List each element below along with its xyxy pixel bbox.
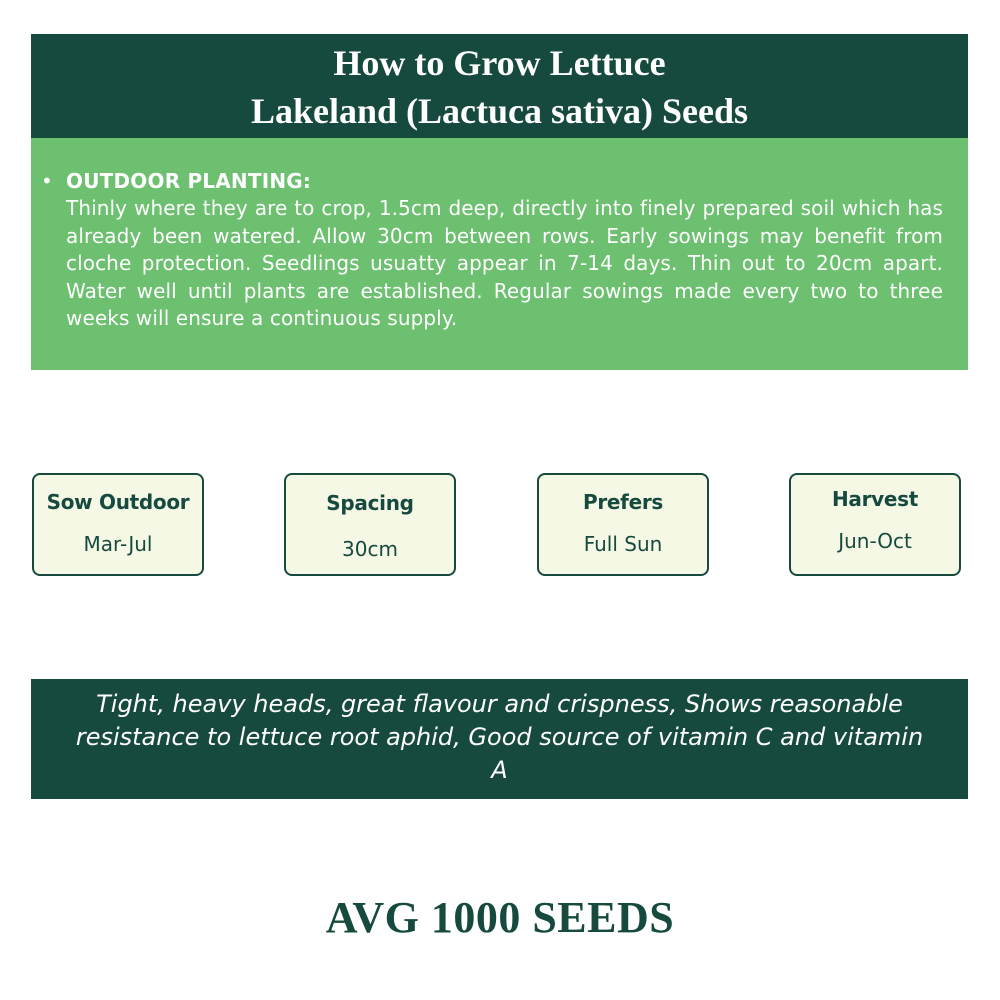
harvest-card [789,473,961,576]
sow-outdoor-card [32,473,204,576]
planting-body: Thinly where they are to crop, 1.5cm deep, directly into finely prepared soil which has already been watered. Allow 30cm between rows. Early sowings may benefit from cloche protection. Seedlings usuatty appear in 7-14 days. Thin out to 20cm apart. Water well until plants are established. Regular sowings made every two to three weeks will ensure a continuous supply. [66,196,943,330]
title-line-2: Lakeland (Lactuca sativa) Seeds [250,91,749,131]
planting-content [66,168,943,333]
card-label: Prefers [582,490,664,514]
card-value: 30cm [342,537,398,561]
card-value: Jun-Oct [838,529,912,553]
title-line-1: How to Grow Lettuce [333,43,666,83]
seed-count: AVG 1000 SEEDS [325,893,675,942]
card-label: Sow Outdoor [46,490,190,514]
prefers-card [537,473,709,576]
page-title [31,34,968,138]
card-value: Mar-Jul [83,532,153,556]
card-label: Spacing [326,491,414,515]
planting-heading: OUTDOOR PLANTING: [66,169,312,193]
card-label: Harvest [831,487,919,511]
card-value: Full Sun [583,532,663,556]
spacing-card [284,473,456,576]
bullet-icon: • [41,169,53,193]
planting-section [31,138,968,370]
description-banner: Tight, heavy heads, great flavour and crispness, Shows reasonable resistance to lettuce root aphid, Good source of vitamin C and vitamin A [31,679,968,799]
